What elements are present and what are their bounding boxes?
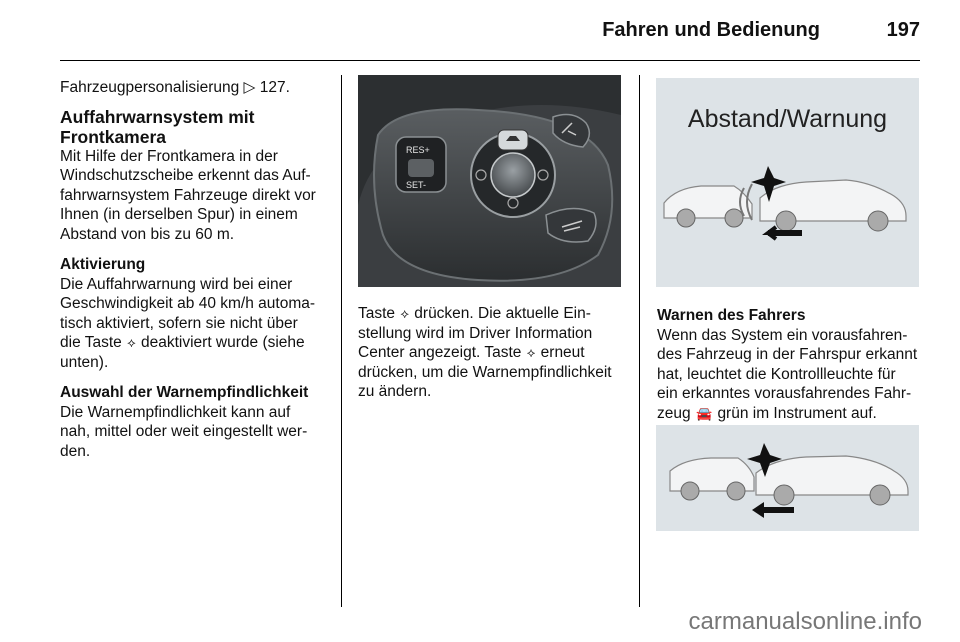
activation-paragraph: Die Auffahrwarnung wird bei einer Geschwindigkeit ab 40 km/h automa- tisch aktiviert, sofern sie nicht über die Taste ⟡ deaktiviert wurde (siehe unten).	[60, 275, 316, 371]
column-divider-left	[341, 75, 342, 607]
vehicle-warning-illustration	[656, 425, 919, 531]
vehicle-ahead-icon: 🚘	[695, 405, 713, 421]
display-title: Abstand/Warnung	[687, 105, 888, 133]
sensitivity-paragraph: Die Warnempfindlichkeit kann auf nah, mittel oder weit eingestellt wer- den.	[60, 403, 308, 460]
column-3-text: Warnen des Fahrers Wenn das System ein vorausfahren- des Fahrzeug in der Fahrspur erkannt hat, leuchtet die Kontrollleuchte für ein erkanntes vorausfahrendes Fahr- zeug 🚘 grün im Instrument auf.	[657, 306, 932, 423]
distance-warning-display-image	[656, 78, 919, 287]
column-divider-right	[639, 75, 640, 607]
steering-wheel-controls-image	[358, 75, 621, 287]
triangle-ref-icon: ▷	[243, 79, 256, 96]
activation-heading: Aktivierung	[60, 256, 146, 273]
section-heading: Auffahrwarnsystem mit Frontkamera	[60, 106, 255, 147]
intro-reference: Fahrzeugpersonalisierung ▷ 127.	[60, 79, 290, 96]
intro-ref-page[interactable]: 127.	[259, 79, 290, 96]
sensitivity-heading: Auswahl der Warnempfindlichkeit	[60, 384, 309, 401]
column-2-text: Taste ⟡ drücken. Die aktuelle Ein- stellung wird im Driver Information Center angezeigt. Taste ⟡ erneut drücken, um die Warnempfindlichkeit zu ändern.	[358, 305, 612, 400]
distance-button-icon: ⟡	[526, 345, 536, 360]
header-rule	[60, 60, 920, 61]
watermark: carmanualsonline.info	[688, 608, 922, 635]
distance-button-icon: ⟡	[400, 306, 409, 321]
set-label: SET-	[406, 180, 427, 190]
intro-paragraph: Mit Hilfe der Frontkamera in der Windschutzscheibe erkennt das Auf- fahrwarnsystem Fahrzeuge direkt vor Ihnen (in derselben Spur) in einem Abstand von bis zu 60 m.	[60, 147, 316, 243]
steering-wheel-illustration	[358, 75, 621, 287]
vehicle-ahead-scene	[656, 425, 919, 531]
distance-button-icon: ⟡	[127, 335, 136, 350]
page-header-title: Fahren und Bedienung	[602, 19, 820, 41]
warn-heading: Warnen des Fahrers	[657, 307, 806, 324]
collision-scene-illustration	[656, 78, 919, 287]
column-1	[60, 78, 332, 461]
res-label: RES+	[406, 145, 430, 155]
page-number: 197	[886, 19, 920, 41]
